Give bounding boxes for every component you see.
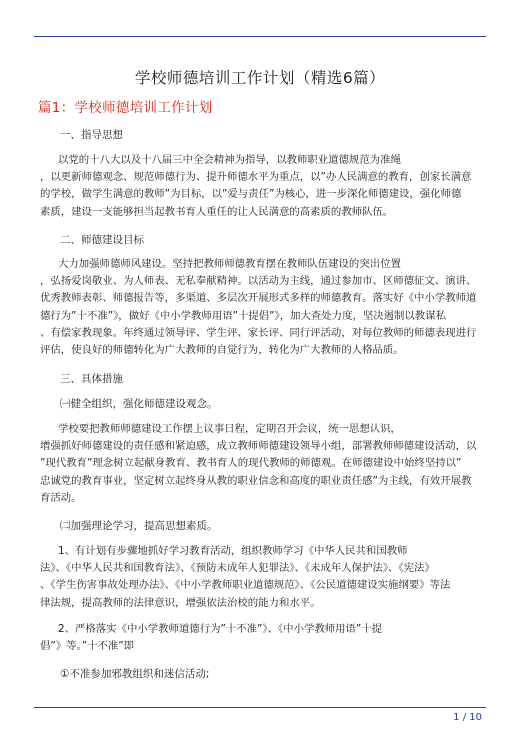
paragraph-goals (40, 256, 480, 359)
text-line: 德行为”十不准”》，做好《中小学教师用语”十提倡”》，加大查处力度，坚决遏制以教谋私 (40, 309, 446, 322)
header-rule (34, 36, 486, 37)
text-line: ，以更新师德观念、规范师德行为、提升师德水平为重点，以”办人民满意的教育，创家长满意 (40, 171, 472, 184)
subsection-measures: 三、具体措施 (60, 373, 123, 385)
section-heading: 篇1：学校师德培训工作计划 (38, 100, 213, 116)
text-line: 大力加强师德师风建设。坚持把教师师德教育摆在教师队伍建设的突出位置 (58, 258, 401, 270)
text-line: 法》、《中华人民共和国教育法》、《预防未成年人犯罪法》、《未成年人保护法》、《宪法》 (40, 562, 435, 575)
text-line: 素质，建设一支能够担当起教书育人重任的让人民满意的高素质的教师队伍。 (40, 205, 394, 218)
text-line: 、有偿家教现象。年终通过领导评、学生评、家长评、同行评活动，对每位教师的师德表现进行 (40, 326, 477, 339)
list-item-1: ①不准参加邪教组织和迷信活动; (60, 668, 210, 680)
document-title: 学校师德培训工作计划（精选6篇） (134, 69, 386, 87)
text-line: 倡”》等。”十不准”即 (40, 640, 135, 653)
page-number: 1 / 10 (453, 712, 482, 723)
text-line: ，弘扬爱岗敬业、为人师表、无私奉献精神。以活动为主线，通过参加市、区师德征文、演讲、 (40, 275, 477, 288)
text-line: 评估，使良好的师德转化为广大教师的自觉行为，转化为广大教师的人格品质。 (40, 344, 404, 357)
text-line: 律法规，提高教师的法律意识，增强依法治校的能力和水平。 (40, 596, 321, 609)
text-line: 忠诚党的教育事业，坚定树立起终身从教的职业信念和高度的职业责任感”为主线，有效开展教 (40, 474, 472, 487)
paragraph-measure-2b (40, 621, 480, 655)
text-line: ”现代教育”理念树立起献身教育、教书育人的现代教师的师德观。在师德建设中始终坚持以” (40, 457, 462, 470)
text-line: 以党的十八大以及十八届三中全会精神为指导，以教师职业道德规范为准绳 (58, 154, 401, 166)
footer-rule (34, 707, 486, 708)
text-line: 增强抓好师德建设的责任感和紧迫感，成立教师师德建设领导小组，部署教师师德建设活动，以 (40, 440, 477, 453)
subsection-goals: 二、师德建设目标 (60, 234, 144, 246)
measure-heading-2: ㈡加强理论学习，提高思想素质。 (60, 520, 218, 532)
measure-heading-1: ㈠健全组织，强化师德建设观念。 (60, 398, 218, 410)
text-line: 2、严格落实《中小学教师道德行为”十不准”》、《中小学教师用语”十提 (58, 623, 383, 635)
text-line: 、《学生伤害事故处理办法》、《中小学教师职业道德规范》、《公民道德建设实施纲要》等法 (40, 579, 451, 592)
paragraph-measure-1 (40, 421, 480, 507)
text-line: 学校要把教师师德建设工作摆上议事日程，定期召开会议，统一思想认识， (58, 423, 401, 435)
paragraph-measure-2 (40, 543, 480, 612)
text-line: 优秀教师表彰、师德报告等，多渠道、多层次开展形式多样的师德教育。落实好《中小学教师道 (40, 292, 477, 305)
subsection-guiding-ideology: 一、指导思想 (60, 129, 123, 141)
text-line: 1、有计划有步骤地抓好学习教育活动，组织教师学习《中华人民共和国教师 (58, 545, 408, 557)
text-line: 育活动。 (40, 491, 82, 504)
paragraph-guiding-ideology (40, 152, 480, 221)
text-line: 的学校，做学生满意的教师”为目标，以”爱与责任”为核心，进一步深化师德建设，强化师德 (40, 188, 462, 201)
